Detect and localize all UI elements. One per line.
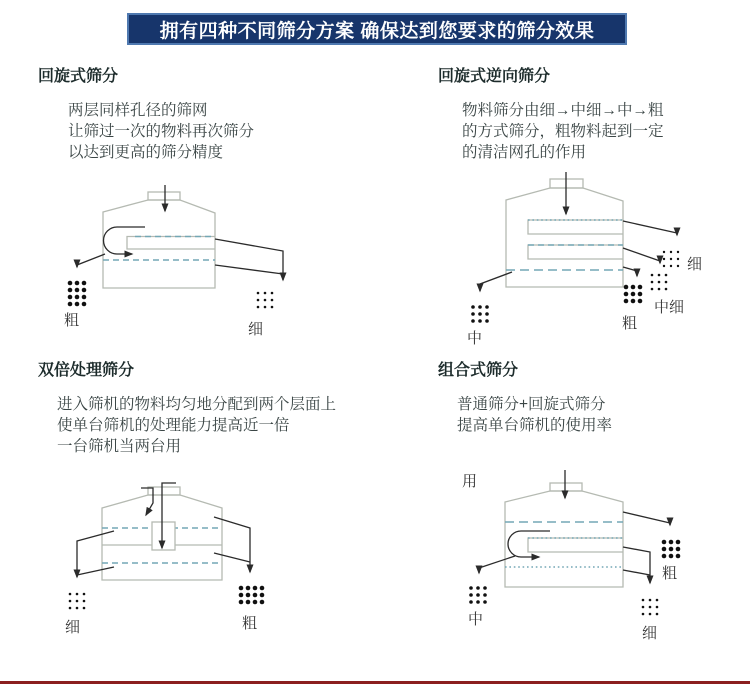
coarse-outlet-arrow	[623, 512, 670, 525]
medium-label: 中	[468, 611, 484, 628]
desc-line: 的方式筛分，粗物料起到一定	[462, 123, 664, 140]
coarse-outlet-line	[214, 553, 250, 562]
fine-outlet-arrow	[623, 221, 677, 235]
desc-line: 两层同样孔径的筛网	[68, 102, 208, 119]
coarse-label: 粗	[64, 312, 80, 329]
machine-outline	[103, 200, 215, 288]
coarse-label: 粗	[662, 565, 678, 582]
desc-line: 让筛过一次的物料再次筛分	[68, 123, 255, 140]
medium-dots	[471, 305, 489, 323]
fine-outlet-line	[215, 265, 283, 274]
fine-outlet-line	[77, 567, 114, 575]
desc-line: 普通筛分+回旋式筛分	[457, 396, 606, 413]
u-turn-flow-arrow	[104, 227, 146, 254]
desc-line: 物料筛分由细→中细→中→粗	[462, 102, 664, 119]
top-screen-tray	[528, 220, 623, 234]
medium-fine-label: 中细	[654, 299, 685, 316]
inlet-port	[550, 483, 582, 491]
coarse-dots	[624, 285, 643, 304]
center-feed-channel	[152, 522, 175, 550]
upper-feed-pipe-arrow	[141, 488, 153, 515]
fine-outlet-arrow	[623, 547, 650, 583]
bottom-border-rule	[0, 681, 750, 684]
coarse-dots	[662, 540, 681, 559]
medium-label: 中	[467, 330, 483, 347]
coarse-dots	[239, 586, 265, 605]
medium-dots	[469, 586, 487, 604]
fine-label: 细	[65, 619, 81, 636]
medium-outlet-arrow	[480, 272, 512, 291]
rotary-reverse-sieving-diagram	[440, 172, 740, 354]
coarse-label: 粗	[622, 315, 638, 332]
fine-dots	[663, 251, 679, 267]
section-title-combined: 组合式筛分	[438, 362, 519, 379]
coarse-label: 粗	[242, 615, 258, 632]
machine-outline	[505, 491, 623, 587]
section-desc-rotary	[68, 100, 254, 163]
fine-dots	[642, 599, 659, 616]
section-desc-combined	[457, 394, 612, 436]
fine-label: 细	[687, 256, 703, 273]
medium-fine-dots	[651, 274, 668, 291]
medium-outlet-arrow	[479, 556, 515, 573]
section-desc-double	[57, 394, 336, 457]
desc-line: 的清洁网孔的作用	[462, 144, 587, 161]
desc-line: 提高单台筛机的使用率	[457, 417, 613, 434]
desc-line: 使单台筛机的处理能力提高近一倍	[57, 417, 290, 434]
fine-label: 细	[642, 625, 658, 642]
medium-fine-outlet-arrow	[623, 248, 660, 263]
fine-dots	[69, 593, 86, 610]
stray-char-label: 用	[462, 473, 478, 490]
desc-line: 以达到更高的筛分精度	[68, 144, 224, 161]
desc-line: 一台筛机当两台用	[57, 438, 182, 455]
header-title: 拥有四种不同筛分方案 确保达到您要求的筛分效果	[159, 20, 595, 42]
middle-screen-tray	[528, 245, 623, 259]
section-title-rotary-reverse: 回旋式逆向筛分	[438, 68, 551, 85]
upper-screen-tray	[127, 237, 215, 250]
section-title-double: 双倍处理筛分	[38, 362, 135, 379]
fine-outlet-line	[623, 570, 650, 575]
desc-line: 进入筛机的物料均匀地分配到两个层面上	[57, 396, 337, 413]
inlet-port	[148, 192, 180, 200]
fine-outlet-arrow	[215, 239, 283, 280]
machine-outline	[506, 188, 623, 287]
fine-outlet-arrow	[77, 531, 114, 577]
combined-sieving-diagram	[440, 460, 740, 660]
coarse-outlet-arrow	[77, 254, 105, 267]
section-title-rotary: 回旋式筛分	[38, 68, 119, 85]
u-turn-flow-arrow	[508, 531, 550, 557]
fine-dots	[257, 292, 274, 309]
coarse-outlet-arrow	[623, 267, 637, 276]
fine-label: 细	[248, 321, 264, 338]
header-banner	[127, 13, 627, 45]
coarse-dots	[68, 281, 87, 307]
double-capacity-sieving-diagram	[40, 465, 330, 655]
section-desc-rotary-reverse	[462, 100, 664, 163]
rotary-sieving-diagram	[50, 183, 300, 351]
middle-screen-tray	[528, 538, 623, 552]
